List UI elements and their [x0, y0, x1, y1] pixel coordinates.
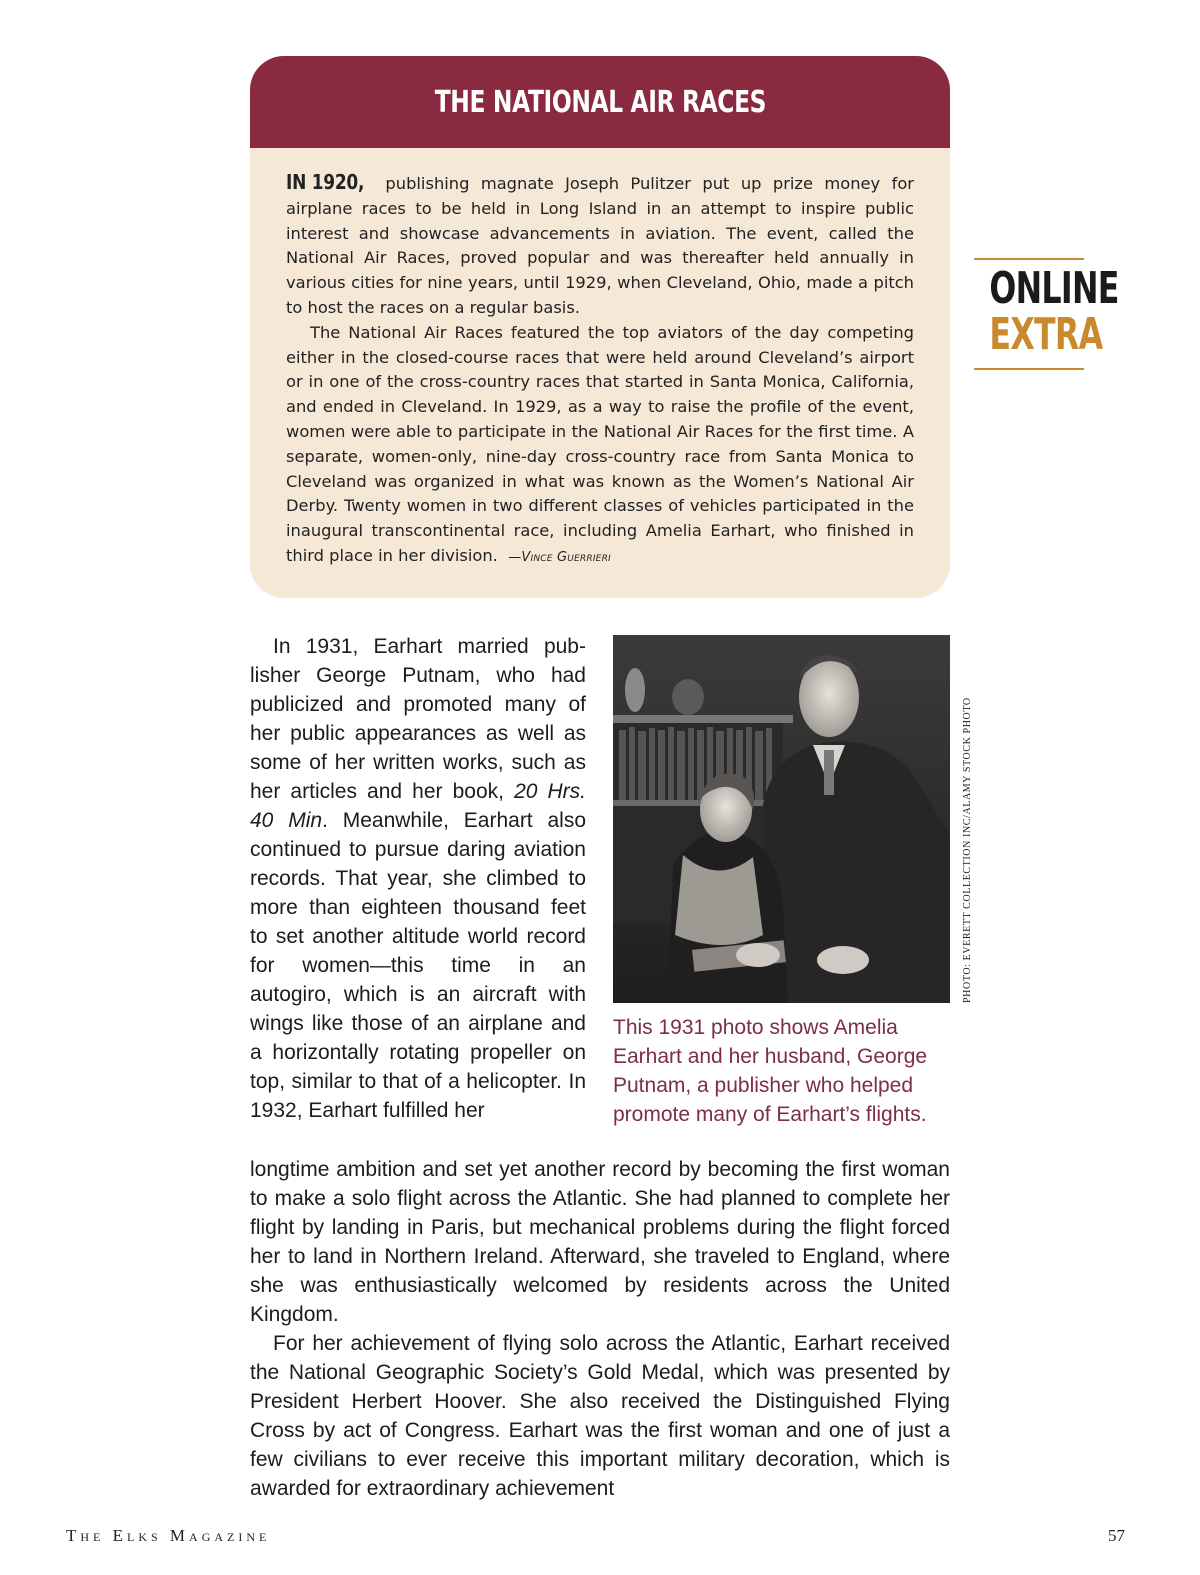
sidebar-box — [250, 56, 950, 598]
article-column-top — [250, 632, 586, 1125]
sidebar-paragraph-2-text: The National Air Races featured the top aviators of the day competing either in the closed-course races that were held around Cleveland’s airport or in one of the cross-country races that started in Santa Monica, California, and ended in Cleveland. In 1929, as a way to raise the profile of the event, women were able to participate in the National Air Races for the first time. A separate, women-only, nine-day cross-country race from Santa Monica to Cleveland was organized in what was known as the Women’s National Air Derby. Twenty women in two different classes of vehicles participated in the inaugural transcontinental race, including Amelia Earhart, who finished in third place in her division. — [286, 322, 914, 565]
article-paragraph-1-continued: longtime ambition and set yet another record by becoming the first woman to make a solo flight across the Atlantic. She had planned to complete her flight by landing in Paris, but mechanical problems during the flight forced her to land in Northern Ireland. Afterward, she traveled to England, where she was enthusiastically welcomed by residents across the United Kingdom. — [250, 1158, 950, 1326]
magazine-name: The Elks Magazine — [66, 1526, 271, 1545]
article-p1-after-title: . Meanwhile, Earhart also continued to pursue daring aviation records. That year, she climbed to more than eighteen thousand feet to set another altitude world record for women—this time in an autogiro, which is an aircraft with wings like those of an airplane and a horizontally rotating propeller on top, similar to that of a helicopter. In 1932, Earhart fulfilled her — [250, 809, 587, 1122]
sidebar-byline: —Vince Guerrieri — [508, 549, 611, 565]
sidebar-paragraph-1-text: publishing magnate Joseph Pulitzer put up prize money for airplane races to be held in Long Island in an attempt to inspire public interest and showcase advancements in aviation. The event, called the National Air Races, proved popular and was thereafter held annually in various cities for nine years, until 1929, when Cleveland, Ohio, made a pitch to host the races on a regular basis. — [286, 174, 914, 317]
article-column-bottom — [250, 1155, 950, 1503]
sidebar-lead-in: IN 1920, — [286, 170, 365, 194]
online-extra-line1: ONLINE — [989, 263, 1119, 314]
sidebar-paragraph-2 — [286, 321, 914, 571]
sidebar-header — [250, 56, 950, 148]
article-p1-before-title: In 1931, Earhart married publisher George Putnam, who had publicized and promoted many of her public appearances as well as some of her written works, such as her articles and her book, — [250, 635, 586, 803]
sidebar-title: THE NATIONAL AIR RACES — [434, 84, 766, 120]
photo-caption: This 1931 photo shows Amelia Earhart and her husband, George Putnam, a publisher who helped promote many of Earhart’s flights. — [613, 1016, 928, 1126]
earhart-putnam-photo — [613, 635, 950, 1003]
article-paragraph-2: For her achievement of flying solo across the Atlantic, Earhart received the National Geographic Society’s Gold Medal, which was presented by President Herbert Hoover. She also received the Distinguished Flying Cross by act of Congress. Earhart was the first woman and one of just a few civilians to ever receive this important military decoration, which is awarded for extraordinary achievement — [250, 1332, 950, 1500]
sidebar-body — [250, 148, 950, 571]
article-paragraph-1 — [250, 632, 586, 1125]
sidebar-paragraph-1 — [286, 170, 914, 321]
page-number: 57 — [1108, 1526, 1125, 1545]
online-extra-badge[interactable] — [974, 258, 1119, 370]
photo-credit: PHOTO: EVERETT COLLECTION INC/ALAMY STOCK PHOTO — [962, 697, 973, 1003]
online-extra-line2: EXTRA — [989, 309, 1103, 360]
photo-illustration — [613, 635, 950, 1003]
book-title: 20 Hrs. 40 Min — [250, 780, 586, 832]
